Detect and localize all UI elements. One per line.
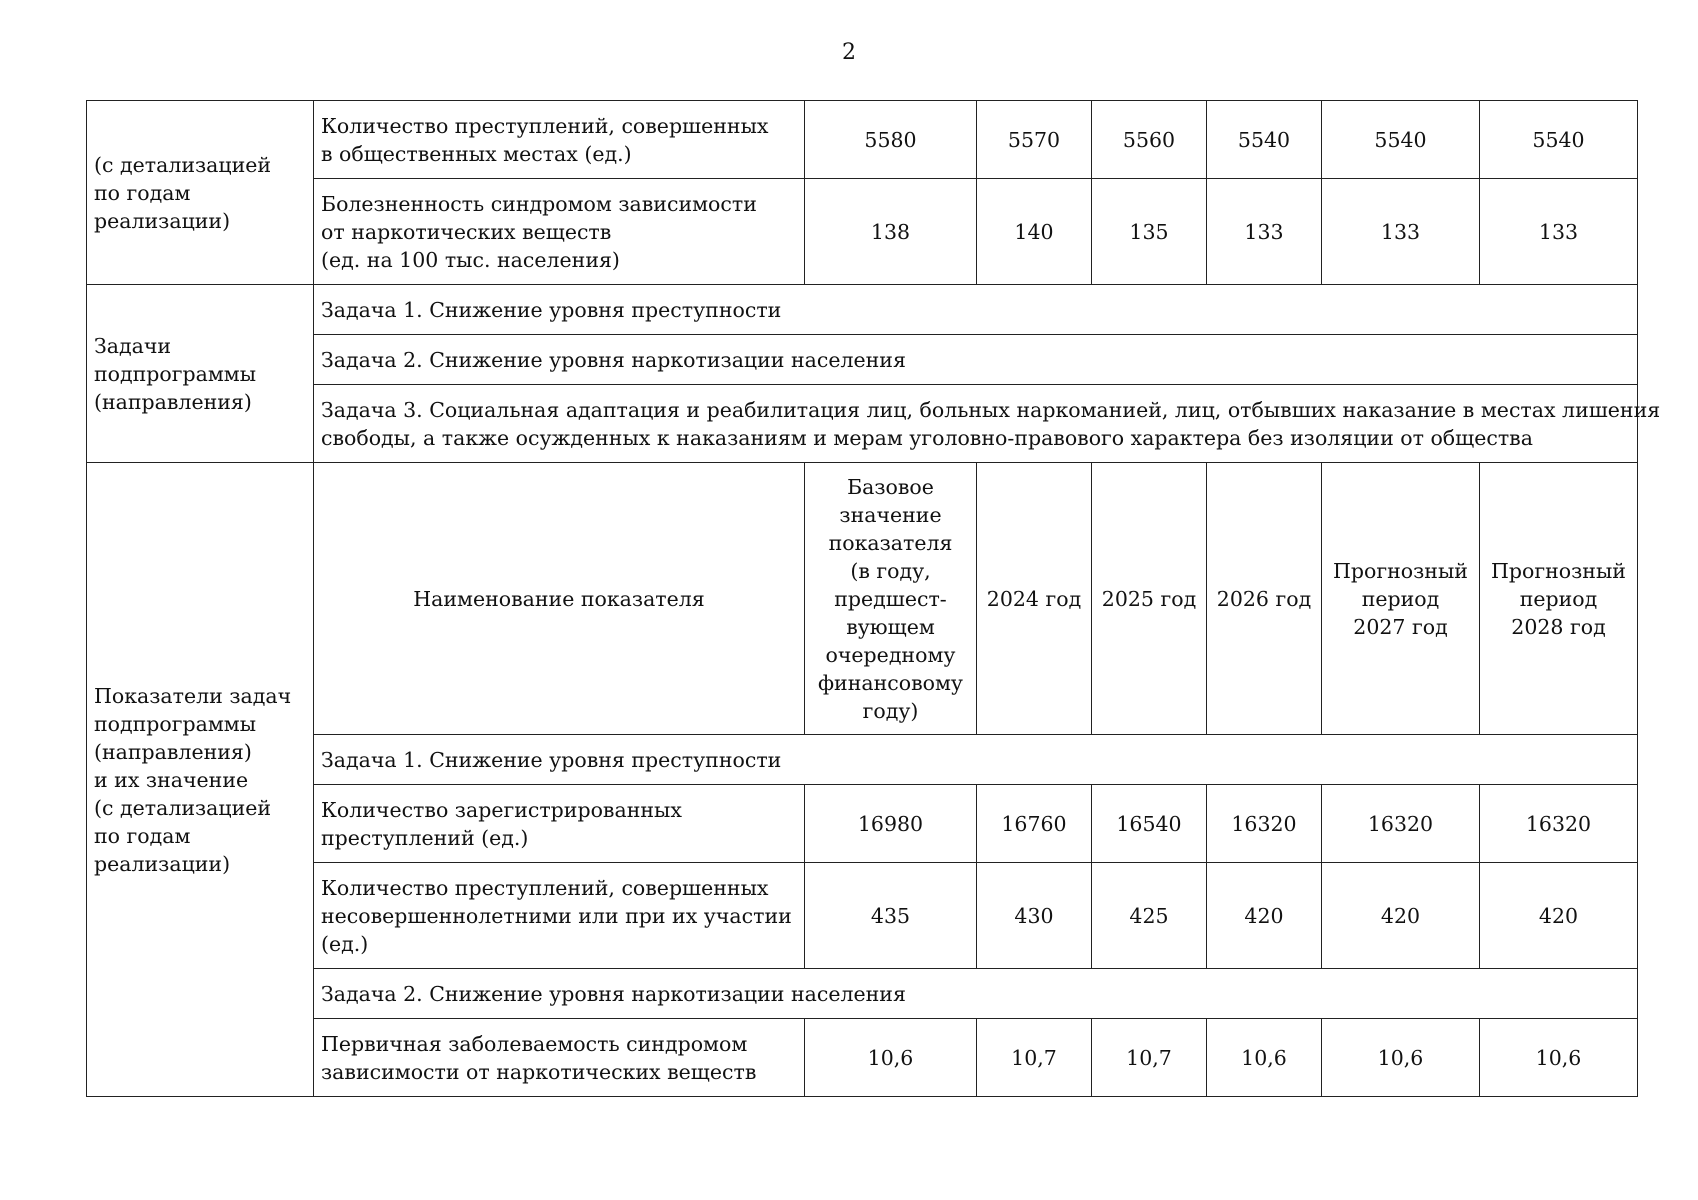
task-row: Задача 1. Снижение уровня преступности (314, 735, 1638, 785)
value-2028: 420 (1480, 863, 1638, 969)
section-label-indicators (87, 463, 314, 1097)
value-2025: 135 (1092, 179, 1207, 285)
header-line: году) (862, 698, 919, 723)
label-line: по годам (94, 180, 191, 205)
value-base: 5580 (805, 101, 977, 179)
task-text: свободы, а также осужденных к наказаниям и мерам уголовно-правового характера без изоляции от общества (321, 425, 1533, 450)
value-2027: 133 (1322, 179, 1480, 285)
header-2026: 2026 год (1207, 463, 1322, 735)
value-2024: 430 (977, 863, 1092, 969)
value-2025: 5560 (1092, 101, 1207, 179)
header-line: 2027 год (1353, 614, 1448, 639)
header-line: очередному (825, 642, 956, 667)
value-2027: 5540 (1322, 101, 1480, 179)
name-line: Болезненность синдромом зависимости (321, 191, 757, 216)
name-line: зависимости от наркотических веществ (321, 1059, 757, 1084)
value-2026: 133 (1207, 179, 1322, 285)
name-line: преступлений (ед.) (321, 825, 529, 850)
task-row (314, 385, 1661, 463)
label-line: (с детализацией (94, 152, 272, 177)
indicator-name (314, 101, 805, 179)
header-line: (в году, (850, 558, 931, 583)
label-line: (направления) (94, 739, 252, 764)
value-2028: 133 (1480, 179, 1638, 285)
label-line: подпрограммы (94, 361, 257, 386)
section-label-tasks (87, 285, 314, 463)
value-2025: 425 (1092, 863, 1207, 969)
label-line: по годам (94, 823, 191, 848)
value-2026: 420 (1207, 863, 1322, 969)
table-row (87, 969, 1638, 1019)
task-row (314, 335, 1638, 385)
task-text: Задача 2. Снижение уровня наркотизации населения (321, 347, 906, 372)
header-line: Прогнозный (1491, 558, 1626, 583)
header-line: период (1519, 586, 1598, 611)
header-line: Прогнозный (1333, 558, 1468, 583)
value-2026: 5540 (1207, 101, 1322, 179)
name-line: (ед.) (321, 931, 369, 956)
value-2024: 140 (977, 179, 1092, 285)
page-number: 2 (842, 40, 856, 65)
label-line: реализации) (94, 851, 231, 876)
header-2027 (1322, 463, 1480, 735)
name-line: Количество преступлений, совершенных (321, 875, 769, 900)
value-2024: 16760 (977, 785, 1092, 863)
task-text: Задача 1. Снижение уровня преступности (321, 297, 782, 322)
value-2028: 16320 (1480, 785, 1638, 863)
value-base: 10,6 (805, 1019, 977, 1097)
header-line: 2028 год (1511, 614, 1606, 639)
task-text: Задача 3. Социальная адаптация и реабилитация лиц, больных наркоманией, лиц, отбывших наказание в местах лишения (321, 397, 1661, 422)
value-2026: 16320 (1207, 785, 1322, 863)
value-2024: 5570 (977, 101, 1092, 179)
value-base: 138 (805, 179, 977, 285)
label-line: Показатели задач (94, 683, 292, 708)
name-line: в общественных местах (ед.) (321, 141, 632, 166)
header-2025: 2025 год (1092, 463, 1207, 735)
header-2024: 2024 год (977, 463, 1092, 735)
header-line: показателя (828, 530, 953, 555)
table-row (87, 179, 1638, 285)
passport-table (86, 100, 1661, 1097)
header-line: Базовое (847, 474, 934, 499)
value-2026: 10,6 (1207, 1019, 1322, 1097)
table-row (87, 335, 1638, 385)
name-line: Количество зарегистрированных (321, 797, 682, 822)
value-2025: 16540 (1092, 785, 1207, 863)
task-row: Задача 2. Снижение уровня наркотизации населения (314, 969, 1638, 1019)
value-2025: 10,7 (1092, 1019, 1207, 1097)
label-line: Задачи (94, 333, 172, 358)
table-row (87, 785, 1638, 863)
value-base: 435 (805, 863, 977, 969)
label-line: подпрограммы (94, 711, 257, 736)
table-header-row (87, 463, 1638, 735)
name-line: Первичная заболеваемость синдромом (321, 1031, 748, 1056)
header-line: вующем (846, 614, 935, 639)
name-line: от наркотических веществ (321, 219, 612, 244)
header-indicator-name: Наименование показателя (314, 463, 805, 735)
label-line: реализации) (94, 208, 231, 233)
header-line: значение (839, 502, 942, 527)
table-row (87, 285, 1638, 335)
value-base: 16980 (805, 785, 977, 863)
header-line: предшест- (834, 586, 947, 611)
name-line: Количество преступлений, совершенных (321, 113, 769, 138)
label-line: (с детализацией (94, 795, 272, 820)
name-line: (ед. на 100 тыс. населения) (321, 247, 620, 272)
indicator-name (314, 863, 805, 969)
label-line: (направления) (94, 389, 252, 414)
value-2028: 5540 (1480, 101, 1638, 179)
task-row (314, 285, 1638, 335)
section-label-detail (87, 101, 314, 285)
table-row (87, 735, 1638, 785)
indicator-name (314, 785, 805, 863)
value-2028: 10,6 (1480, 1019, 1638, 1097)
table-row (87, 863, 1638, 969)
name-line: несовершеннолетними или при их участии (321, 903, 792, 928)
table-row (87, 385, 1638, 463)
label-line: и их значение (94, 767, 249, 792)
header-line: финансовому (818, 670, 963, 695)
header-2028 (1480, 463, 1638, 735)
value-2027: 16320 (1322, 785, 1480, 863)
header-line: период (1361, 586, 1440, 611)
indicator-name (314, 179, 805, 285)
table-row (87, 101, 1638, 179)
indicator-name (314, 1019, 805, 1097)
header-base-value (805, 463, 977, 735)
value-2027: 420 (1322, 863, 1480, 969)
table-row (87, 1019, 1638, 1097)
value-2027: 10,6 (1322, 1019, 1480, 1097)
value-2024: 10,7 (977, 1019, 1092, 1097)
